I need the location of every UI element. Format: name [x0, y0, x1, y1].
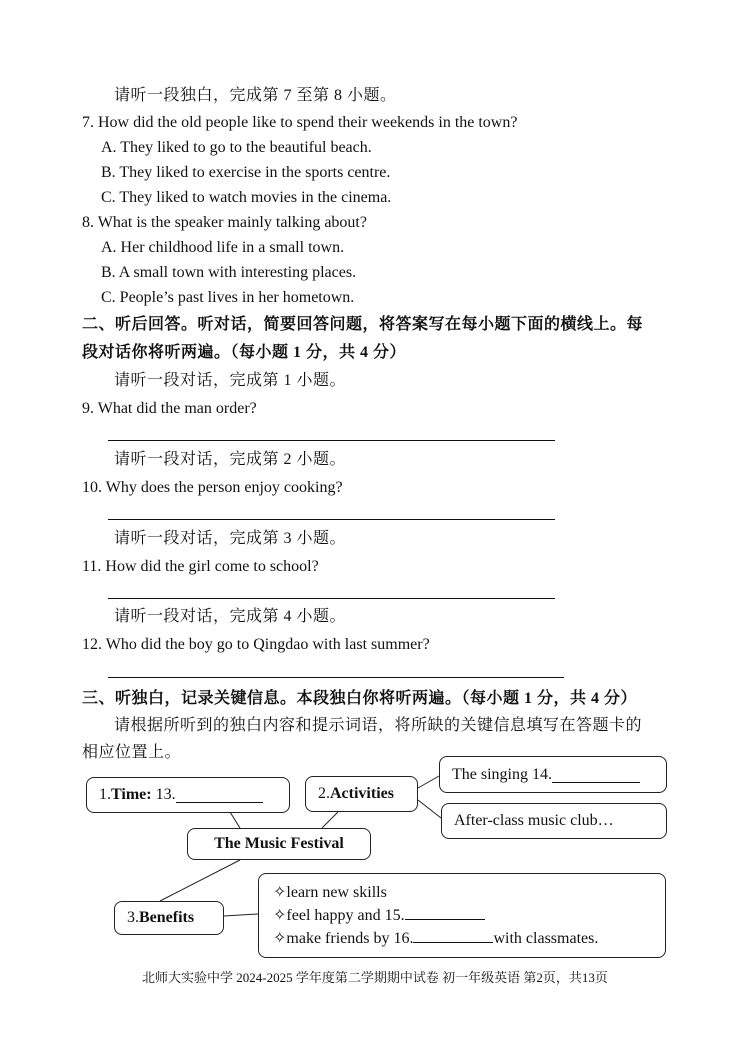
benefit-3-text-a: ✧make friends by 16. — [273, 930, 414, 947]
activities-number: 2. — [318, 785, 330, 802]
question-11-stem: 11. How did the girl come to school? — [82, 558, 319, 575]
question-7-stem: 7. How did the old people like to spend their weekends in the town? — [82, 114, 518, 131]
question-8-option-a[interactable]: A. Her childhood life in a small town. — [101, 239, 345, 256]
question-12-stem: 12. Who did the boy go to Qingdao with last summer? — [82, 636, 430, 653]
instruction-q2: 请听一段对话，完成第 2 小题。 — [114, 451, 347, 468]
time-label: Time: — [111, 786, 152, 803]
connector-center-benefits — [160, 860, 240, 901]
benefits-box — [114, 901, 224, 935]
blank-16[interactable] — [413, 927, 493, 943]
section-3-instruction-line2: 相应位置上。 — [82, 744, 182, 761]
benefit-item-3 — [273, 927, 598, 950]
time-box — [86, 777, 290, 813]
question-10-stem: 10. Why does the person enjoy cooking? — [82, 479, 343, 496]
section-2-heading-line2: 段对话你将听两遍。（每小题 1 分，共 4 分） — [82, 344, 407, 361]
question-7-option-a[interactable]: A. They liked to go to the beautiful beach. — [101, 139, 372, 156]
connector-activities-singing — [418, 776, 439, 788]
time-number: 1. — [99, 786, 111, 803]
blank-13-number: 13. — [155, 786, 176, 803]
connector-benefits-list — [224, 914, 258, 916]
benefit-3-text-b: with classmates. — [493, 930, 599, 947]
question-8-option-b[interactable]: B. A small town with interesting places. — [101, 264, 357, 281]
benefits-number: 3. — [127, 909, 139, 926]
blank-15[interactable] — [405, 904, 485, 920]
page-footer: 北师大实验中学 2024-2025 学年度第二学期期中试卷 初一年级英语 第2页，共13页 — [142, 970, 608, 985]
question-8-stem: 8. What is the speaker mainly talking about? — [82, 214, 367, 231]
question-9-stem: 9. What did the man order? — [82, 400, 257, 417]
connector-activities-center — [322, 812, 338, 828]
music-club-box — [441, 803, 667, 839]
music-festival-title: The Music Festival — [214, 835, 344, 852]
music-club-label: After-class music club… — [454, 812, 614, 829]
connector-activities-club — [418, 800, 441, 818]
question-7-option-c[interactable]: C. They liked to watch movies in the cinema. — [101, 189, 392, 206]
question-7-option-b[interactable]: B. They liked to exercise in the sports centre. — [101, 164, 391, 181]
blank-13[interactable] — [176, 787, 263, 803]
section-2-heading-line1: 二、听后回答。听对话，简要回答问题，将答案写在每小题下面的横线上。每 — [82, 316, 644, 333]
singing-label: The singing 14. — [452, 765, 552, 783]
benefits-list-box — [258, 873, 666, 958]
instruction-q1: 请听一段对话，完成第 1 小题。 — [114, 372, 347, 389]
benefit-1-text: ✧learn new skills — [273, 884, 387, 901]
benefit-item-2 — [273, 904, 485, 927]
music-festival-center-box — [187, 828, 371, 860]
benefit-2-text: ✧feel happy and 15. — [273, 907, 405, 924]
singing-box — [439, 756, 667, 793]
section-3-instruction-line1: 请根据所听到的独白内容和提示词语，将所缺的关键信息填写在答题卡的 — [114, 717, 643, 734]
benefit-item-1 — [273, 881, 387, 904]
instruction-q4: 请听一段对话，完成第 4 小题。 — [114, 608, 347, 625]
instruction-q3: 请听一段对话，完成第 3 小题。 — [114, 530, 347, 547]
activities-box — [305, 776, 418, 812]
blank-14[interactable] — [552, 767, 640, 783]
section-3-heading: 三、听独白，记录关键信息。本段独白你将听两遍。（每小题 1 分，共 4 分） — [82, 690, 638, 707]
connector-time-center — [230, 812, 240, 828]
benefits-label: Benefits — [139, 909, 195, 926]
instruction-q7-8: 请听一段独白，完成第 7 至第 8 小题。 — [114, 87, 397, 104]
activities-label: Activities — [330, 785, 394, 802]
question-8-option-c[interactable]: C. People’s past lives in her hometown. — [101, 289, 355, 306]
